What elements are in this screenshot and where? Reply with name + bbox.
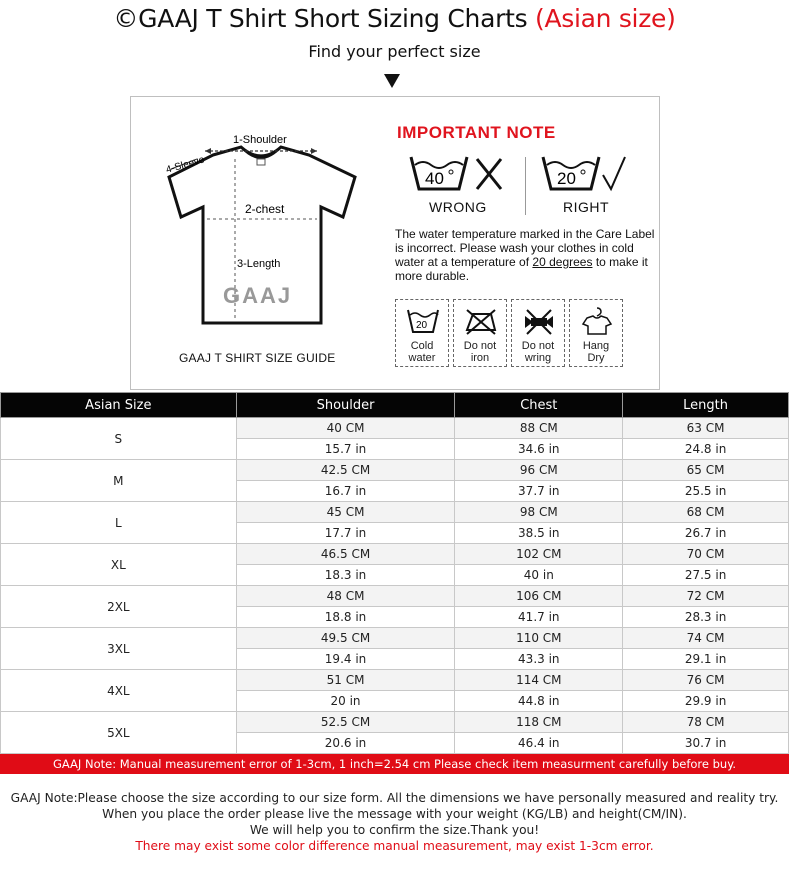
size-guide-panel [130, 96, 660, 390]
shoulder-in-cell: 16.7 in [236, 481, 455, 502]
size-cell: S [1, 418, 237, 460]
shoulder-in-cell: 19.4 in [236, 649, 455, 670]
size-cell: 4XL [1, 670, 237, 712]
chest-cm-cell: 88 CM [455, 418, 623, 439]
table-row [1, 670, 789, 691]
chest-in-cell: 41.7 in [455, 607, 623, 628]
length-in-cell: 30.7 in [623, 733, 789, 754]
table-row [1, 712, 789, 733]
chest-cm-cell: 98 CM [455, 502, 623, 523]
shoulder-cm-cell: 40 CM [236, 418, 455, 439]
wash-divider [525, 157, 526, 215]
title-main: ©GAAJ T Shirt Short Sizing Charts [113, 4, 528, 33]
size-cell: 3XL [1, 628, 237, 670]
length-cm-cell: 63 CM [623, 418, 789, 439]
header-shoulder: Shoulder [236, 393, 455, 418]
length-in-cell: 29.1 in [623, 649, 789, 670]
length-cm-cell: 72 CM [623, 586, 789, 607]
shoulder-cm-cell: 49.5 CM [236, 628, 455, 649]
title-asian-size: (Asian size) [534, 4, 676, 33]
shoulder-cm-cell: 48 CM [236, 586, 455, 607]
length-cm-cell: 76 CM [623, 670, 789, 691]
table-header-row [1, 393, 789, 418]
bottom-note-line3: We will help you to confirm the size.Thank you! [249, 823, 540, 837]
care-iron-line1: Do not [463, 340, 497, 352]
care-wring-line1: Do not [521, 340, 555, 352]
chest-cm-cell: 110 CM [455, 628, 623, 649]
care-label-cold-water [396, 340, 448, 364]
shoulder-in-cell: 18.8 in [236, 607, 455, 628]
wash-20-right-icon [539, 153, 635, 197]
guide-label-shoulder: 1-Shoulder [233, 134, 287, 146]
care-iron-line2: iron [470, 352, 490, 364]
bottom-note-line2: When you place the order please live the message with your weight (KG/LB) and height(CM/IN). [102, 807, 687, 821]
care-label-do-not-wring [512, 340, 564, 364]
care-do-not-iron [453, 299, 507, 367]
down-arrow-icon [384, 74, 400, 88]
chest-in-cell: 38.5 in [455, 523, 623, 544]
care-cold-line1: Cold [410, 340, 434, 352]
table-row [1, 460, 789, 481]
shoulder-cm-cell: 51 CM [236, 670, 455, 691]
bottom-note-line4: There may exist some color difference manual measurement, may exist 1-3cm error. [135, 839, 654, 853]
measurement-error-note: GAAJ Note: Manual measurement error of 1-3cm, 1 inch=2.54 cm Please check item measurment carefully before buy. [0, 754, 789, 774]
size-cell: XL [1, 544, 237, 586]
length-cm-cell: 68 CM [623, 502, 789, 523]
length-in-cell: 25.5 in [623, 481, 789, 502]
header-length: Length [623, 393, 789, 418]
guide-label-length: 3-Length [237, 258, 281, 270]
size-cell: 5XL [1, 712, 237, 754]
chest-cm-cell: 118 CM [455, 712, 623, 733]
note-text-part2: to make it more durable. [395, 255, 648, 283]
shoulder-cm-cell: 42.5 CM [236, 460, 455, 481]
wrong-label: WRONG [429, 199, 487, 215]
size-cell: M [1, 460, 237, 502]
shoulder-cm-cell: 45 CM [236, 502, 455, 523]
page-subtitle: Find your perfect size [308, 42, 481, 61]
care-cold-water [395, 299, 449, 367]
chest-cm-cell: 114 CM [455, 670, 623, 691]
chest-cm-cell: 102 CM [455, 544, 623, 565]
cold-water-icon [405, 306, 441, 336]
important-note-title: IMPORTANT NOTE [397, 123, 556, 142]
guide-label-chest: 2-chest [245, 202, 285, 216]
right-temp: 20 [557, 169, 576, 188]
table-row [1, 586, 789, 607]
chest-in-cell: 44.8 in [455, 691, 623, 712]
care-icons-row [395, 299, 623, 367]
page-title [0, 4, 789, 33]
chest-cm-cell: 96 CM [455, 460, 623, 481]
shoulder-cm-cell: 46.5 CM [236, 544, 455, 565]
wash-40-wrong-icon [407, 153, 511, 197]
shoulder-in-cell: 15.7 in [236, 439, 455, 460]
care-hang-line1: Hang [582, 340, 610, 352]
important-note-text [395, 227, 655, 283]
care-hang-line2: Dry [587, 352, 605, 364]
wrong-temp: 40 [425, 169, 444, 188]
length-cm-cell: 78 CM [623, 712, 789, 733]
table-body [1, 418, 789, 754]
shoulder-in-cell: 20.6 in [236, 733, 455, 754]
bottom-notes [0, 790, 789, 854]
header-asian-size: Asian Size [1, 393, 237, 418]
note-text-20-degrees: 20 degrees [532, 255, 593, 269]
chest-in-cell: 40 in [455, 565, 623, 586]
chest-in-cell: 43.3 in [455, 649, 623, 670]
shoulder-in-cell: 17.7 in [236, 523, 455, 544]
header-chest: Chest [455, 393, 623, 418]
care-hang-dry [569, 299, 623, 367]
table-row [1, 628, 789, 649]
length-in-cell: 29.9 in [623, 691, 789, 712]
tshirt-diagram-icon [161, 125, 361, 325]
care-cold-line2: water [408, 352, 436, 364]
care-label-do-not-iron [454, 340, 506, 364]
size-chart-table [0, 392, 789, 754]
length-in-cell: 27.5 in [623, 565, 789, 586]
chest-cm-cell: 106 CM [455, 586, 623, 607]
chest-in-cell: 37.7 in [455, 481, 623, 502]
length-cm-cell: 70 CM [623, 544, 789, 565]
length-in-cell: 26.7 in [623, 523, 789, 544]
shoulder-cm-cell: 52.5 CM [236, 712, 455, 733]
care-wring-line2: wring [524, 352, 552, 364]
cold-water-temp: 20 [416, 320, 428, 331]
do-not-iron-icon [463, 306, 499, 336]
bottom-note-line1: GAAJ Note:Please choose the size according to our size form. All the dimensions we have personally measured and reality try. [10, 791, 779, 805]
right-label: RIGHT [563, 199, 610, 215]
length-in-cell: 24.8 in [623, 439, 789, 460]
table-row [1, 544, 789, 565]
size-guide-caption: GAAJ T SHIRT SIZE GUIDE [179, 351, 336, 365]
guide-label-sleeve: 4-Sleeve [164, 154, 206, 176]
length-in-cell: 28.3 in [623, 607, 789, 628]
hang-dry-icon [579, 306, 615, 336]
care-label-hang-dry [570, 340, 622, 364]
size-cell: 2XL [1, 586, 237, 628]
size-cell: L [1, 502, 237, 544]
chest-in-cell: 34.6 in [455, 439, 623, 460]
care-do-not-wring [511, 299, 565, 367]
note-text-part1: The water temperature marked in the Care Label is incorrect. Please wash your clothes in cold water at a temperature of [395, 227, 655, 269]
chest-in-cell: 46.4 in [455, 733, 623, 754]
guide-brand-gaaj: GAAJ [223, 283, 293, 308]
shoulder-in-cell: 18.3 in [236, 565, 455, 586]
length-cm-cell: 74 CM [623, 628, 789, 649]
do-not-wring-icon [521, 306, 557, 336]
table-row [1, 418, 789, 439]
length-cm-cell: 65 CM [623, 460, 789, 481]
shoulder-in-cell: 20 in [236, 691, 455, 712]
table-row [1, 502, 789, 523]
